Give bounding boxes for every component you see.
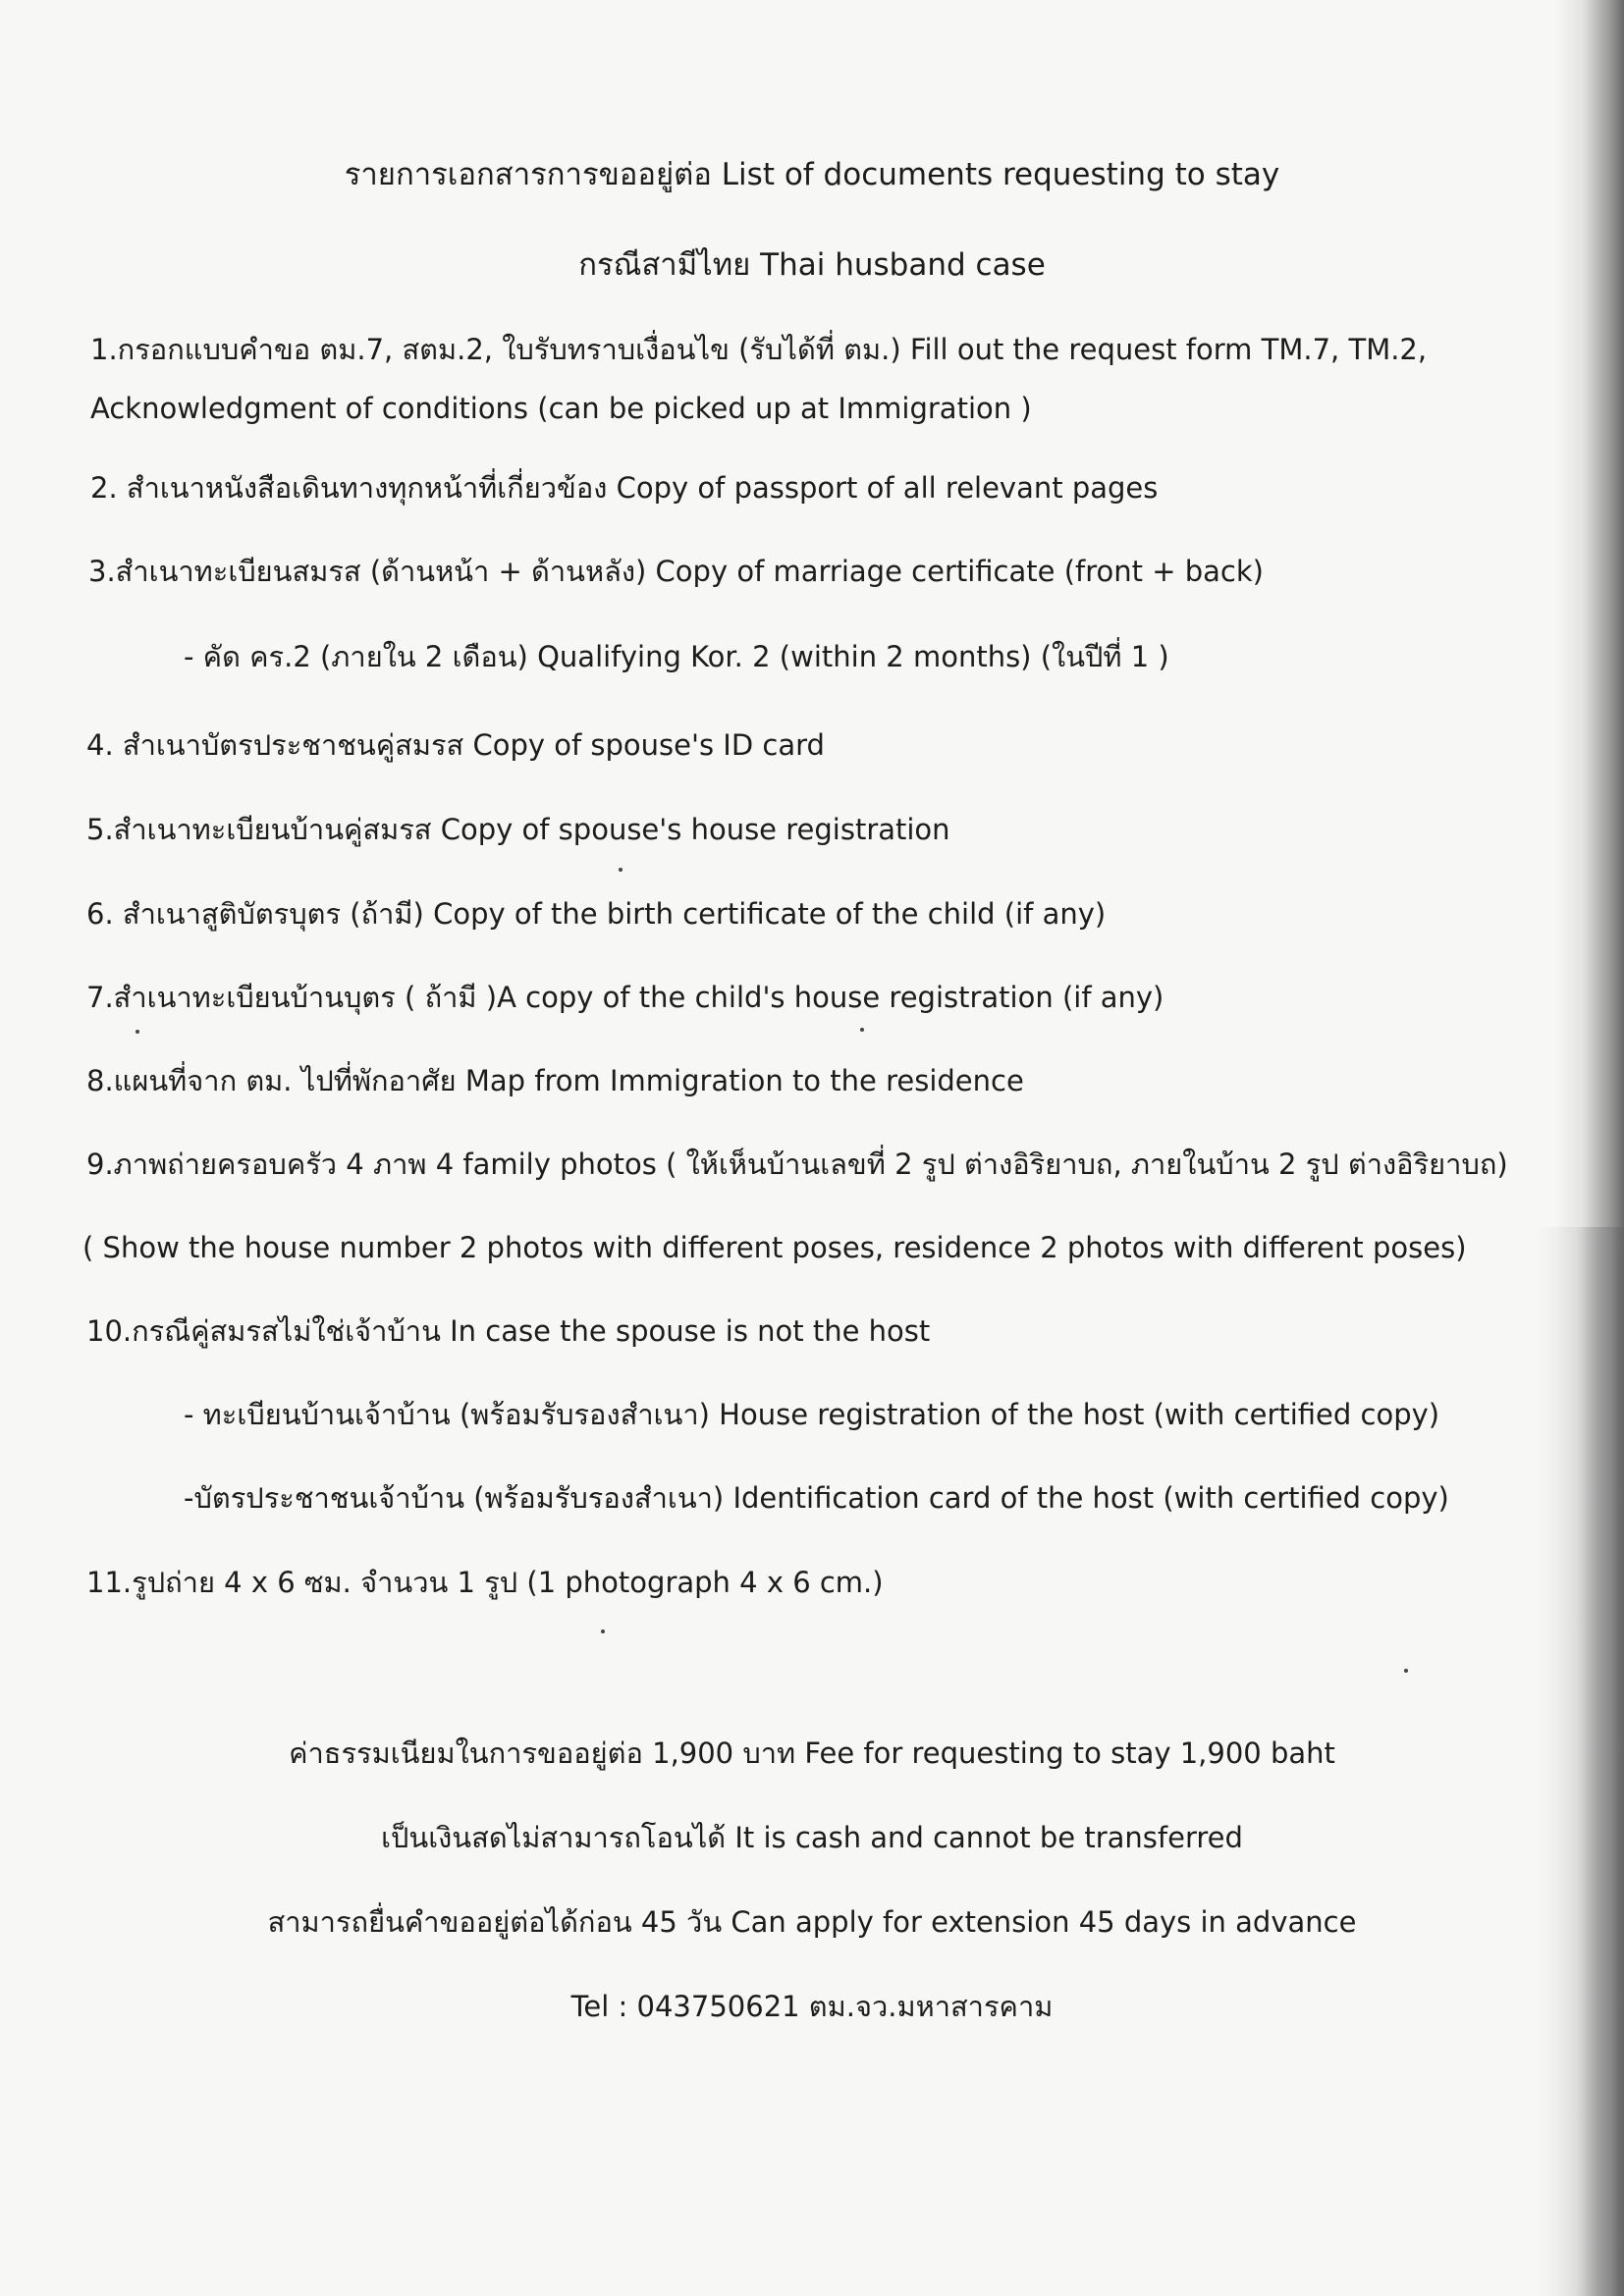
list-item-5: 5.สำเนาทะเบียนบ้านคู่สมรส Copy of spouse's house registration bbox=[86, 813, 950, 846]
document-subtitle: กรณีสามีไทย Thai husband case bbox=[578, 247, 1046, 283]
contact-telephone: Tel : 043750621 ตม.จว.มหาสารคาม bbox=[570, 1990, 1054, 2023]
list-item-4: 4. สำเนาบัตรประชาชนคู่สมรส Copy of spouse's ID card bbox=[86, 728, 825, 762]
list-item-3: 3.สำเนาทะเบียนสมรส (ด้านหน้า + ด้านหลัง) Copy of marriage certificate (front + back) bbox=[88, 555, 1264, 588]
list-item-3-sub: - คัด คร.2 (ภายใน 2 เดือน) Qualifying Kor. 2 (within 2 months) (ในปีที่ 1 ) bbox=[184, 640, 1169, 673]
document-title: รายการเอกสารการขออยู่ต่อ List of documents requesting to stay bbox=[344, 157, 1280, 192]
scan-speck bbox=[1404, 1669, 1408, 1673]
scan-speck bbox=[601, 1629, 605, 1633]
scan-speck bbox=[860, 1028, 864, 1032]
list-item-7: 7.สำเนาทะเบียนบ้านบุตร ( ถ้ามี )A copy of the child's house registration (if any) bbox=[86, 981, 1164, 1014]
list-item-10: 10.กรณีคู่สมรสไม่ใช่เจ้าบ้าน In case the spouse is not the host bbox=[86, 1314, 931, 1348]
cash-note: เป็นเงินสดไม่สามารถโอนได้ It is cash and cannot be transferred bbox=[381, 1821, 1243, 1854]
list-item-8: 8.แผนที่จาก ตม. ไปที่พักอาศัย Map from Immigration to the residence bbox=[86, 1064, 1024, 1097]
scan-speck bbox=[135, 1030, 139, 1034]
list-item-11: 11.รูปถ่าย 4 x 6 ซม. จำนวน 1 รูป (1 photograph 4 x 6 cm.) bbox=[86, 1566, 884, 1599]
scan-speck bbox=[619, 868, 623, 872]
fee-note: ค่าธรรมเนียมในการขออยู่ต่อ 1,900 บาท Fee for requesting to stay 1,900 baht bbox=[289, 1736, 1335, 1770]
list-item-1-continued: Acknowledgment of conditions (can be picked up at Immigration ) bbox=[90, 392, 1032, 425]
list-item-10-sub-2: -บัตรประชาชนเจ้าบ้าน (พร้อมรับรองสำเนา) Identification card of the host (with certified copy) bbox=[184, 1481, 1449, 1515]
list-item-2: 2. สำเนาหนังสือเดินทางทุกหน้าที่เกี่ยวข้อง Copy of passport of all relevant pages bbox=[90, 471, 1159, 505]
list-item-6: 6. สำเนาสูติบัตรบุตร (ถ้ามี) Copy of the birth certificate of the child (if any) bbox=[86, 897, 1107, 931]
list-item-10-sub-1: - ทะเบียนบ้านเจ้าบ้าน (พร้อมรับรองสำเนา) House registration of the host (with certified copy) bbox=[184, 1398, 1440, 1431]
list-item-9-continued: ( Show the house number 2 photos with different poses, residence 2 photos with different poses) bbox=[82, 1231, 1467, 1264]
list-item-9: 9.ภาพถ่ายครอบครัว 4 ภาพ 4 family photos ( ให้เห็นบ้านเลขที่ 2 รูป ต่างอิริยาบถ, ภายในบ้าน 2 รูป ต่างอิริยาบถ) bbox=[86, 1148, 1508, 1181]
list-item-1: 1.กรอกแบบคำขอ ตม.7, สตม.2, ใบรับทราบเงื่อนไข (รับได้ที่ ตม.) Fill out the request form TM.7, TM.2, bbox=[90, 333, 1428, 366]
advance-note: สามารถยื่นคำขออยู่ต่อได้ก่อน 45 วัน Can apply for extension 45 days in advance bbox=[267, 1905, 1357, 1939]
